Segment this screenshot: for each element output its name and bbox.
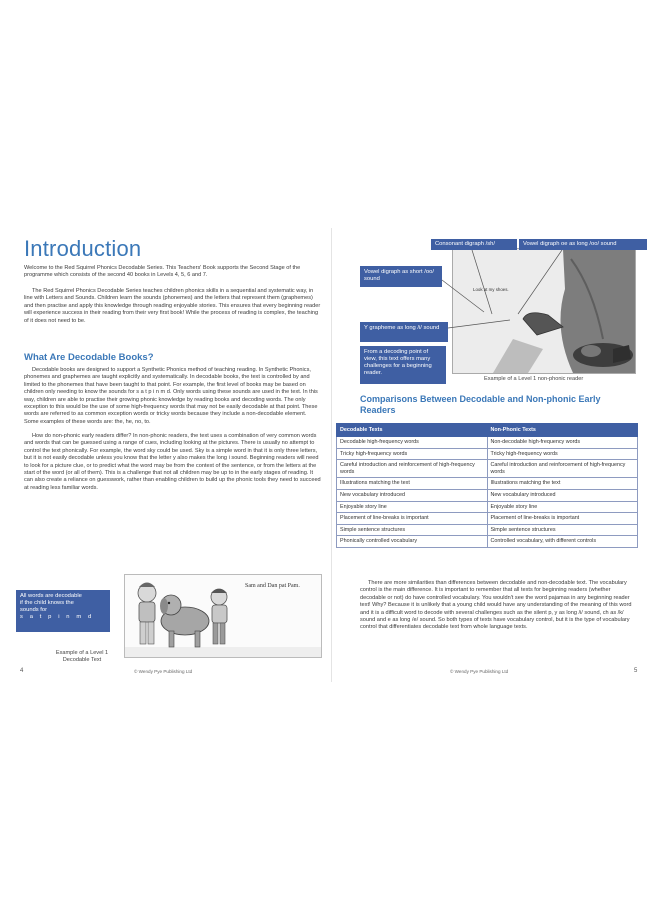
table-cell: Illustrations matching the text (337, 478, 488, 490)
intro-paragraph-2: The Red Squirrel Phonics Decodable Series teaches children phonics skills in a sequential and systematic way, in line with Letters and Sounds. Children learn the sounds (phonemes) and the letters that represent them (graphemes) and then practise and apply this knowledge through reading enjoyable stories. This ensures that every beginning reader will experience success in their reading from their very first book! While the process of reading is complex, the teaching of it does not need to be. (24, 288, 321, 324)
label-vowel-short-oo: Vowel digraph as short /oo/ sound (360, 266, 442, 287)
illustration-text: Sam and Dan pat Pam. (245, 583, 300, 589)
table-row (337, 448, 638, 460)
table-header-decodable: Decodable Texts (337, 424, 488, 437)
right-page (332, 228, 648, 682)
table-cell: Tricky high-frequency words (337, 448, 488, 460)
callout-line-2: if the child knows the (20, 600, 74, 606)
label-pointer-lines (332, 228, 648, 388)
table-row (337, 536, 638, 548)
table-cell: New vocabulary introduced (487, 489, 638, 501)
table-cell: Simple sentence structures (487, 524, 638, 536)
page-title: Introduction (24, 236, 142, 261)
section-paragraph-2: How do non-phonic early readers differ? In non-phonic readers, the text uses a combination of very common words and words that can be guessed using a range of cues, including looking at the pictures. There is usually no attempt to control the text phonically. For example, the word sky could be used. Sky is a simple word in that it is only three letters, but it is not easily decodable unless you know that the letter y also makes the long i sound. Beginning readers will need to look for a picture clue, or to predict what the word may be from the context of the sentence, or from the letters at the start of the word (or all of them). This is a challenge that not all children may be up to in the early stages of reading. It can also create a reliance on guesswork, rather than enabling children to build up the phonic tools they need to succeed at reading less familiar words. (24, 433, 321, 491)
page-number-left: 4 (20, 668, 24, 674)
label-challenges: From a decoding point of view, this text offers many challenges for a beginning reader. (360, 346, 446, 384)
intro-paragraph-1: Welcome to the Red Squirrel Phonics Decodable Series. This Teachers' Book supports the Second Stage of the programme which consists of the second 40 books in Levels 4, 5, 6 and 7. (24, 265, 301, 279)
decodable-illustration (124, 574, 322, 658)
callout-letters: s a t p i n m d (20, 614, 94, 620)
photo-text: Look at my shoes. (473, 287, 509, 292)
section-paragraph-1: Decodable books are designed to support a Synthetic Phonics method of teaching reading. In Synthetic Phonics, phonemes and graphemes are taught explicitly and systematically. In decodable books, the text is controlled by and limited to the phonemes that have been taught to that point. For example, the first level of books may be based on children only needing to know the sounds for s a t p i n m d. Only words using these sounds are used in the text. In this way, children are able to practise their growing phonic knowledge by reading books and decoding words. The only exception to this would be the use of some high-frequency words that may not be easily decodable at that point. These words are referred to as common exception words or tricky words because they include a non-decodable element. Some examples of these words are: the, he, no, to. (24, 367, 318, 425)
table-row (337, 478, 638, 490)
caption-line-2: Decodable Text (62, 657, 102, 663)
table-header-non-phonic: Non-Phonic Texts (487, 424, 638, 437)
table-cell: Illustrations matching the text (487, 478, 638, 490)
table-cell: Non-decodable high-frequency words (487, 437, 638, 449)
table-cell: Careful introduction and reinforcement of high-frequency words (487, 460, 638, 478)
table-cell: Controlled vocabulary, with different controls (487, 536, 638, 548)
table-row (337, 437, 638, 449)
table-cell: Tricky high-frequency words (487, 448, 638, 460)
decodable-callout (16, 590, 110, 632)
label-consonant-digraph: Consonant digraph /sh/ (431, 239, 517, 250)
table-cell: Placement of line-breaks is important (487, 513, 638, 525)
comparison-heading: Comparisons Between Decodable and Non-phonic Early Readers (360, 394, 601, 415)
section-heading: What Are Decodable Books? (24, 352, 154, 363)
photo-caption: Example of a Level 1 non-phonic reader (484, 376, 584, 382)
table-header-row (337, 424, 638, 437)
comparison-table (336, 423, 638, 548)
callout-line-1: All words are decodable (20, 593, 82, 599)
table-row (337, 513, 638, 525)
table-row (337, 524, 638, 536)
copyright-right: © Wendy Pye Publishing Ltd (450, 669, 509, 674)
table-cell: Phonically controlled vocabulary (337, 536, 488, 548)
table-row (337, 501, 638, 513)
label-y-grapheme: Y grapheme as long /i/ sound (360, 322, 448, 342)
callout-line-3: sounds for (20, 607, 48, 613)
table-cell: Enjoyable story line (487, 501, 638, 513)
copyright-left: © Wendy Pye Publishing Ltd (134, 669, 193, 674)
table-cell: Careful introduction and reinforcement of high-frequency words (337, 460, 488, 478)
left-page (14, 228, 332, 682)
closing-paragraph: There are more similarities than differences between decodable and non-decodable text. The vocabulary control is the main difference. It is important to remember that all texts for beginning readers (whether decodable or not) do have controlled vocabulary. You wouldn't see the word pajamas in any beginning reader text! Why? Because it is unlikely that a young child would have any understanding of the meaning of this word and it is a difficult word to decode with several challenges such as the silent p, y as long /i/ sound, ch as /k/ sound and e as long /e/ sound. So both types of texts have vocabulary control, but it is the type of vocabulary control that differentiates decodable text from whole language texts. (360, 580, 632, 631)
table-row (337, 489, 638, 501)
table-cell: Enjoyable story line (337, 501, 488, 513)
label-vowel-digraph-oo: Vowel digraph oe as long /oo/ sound (519, 239, 647, 250)
table-row (337, 460, 638, 478)
page-number-right: 5 (634, 668, 638, 674)
caption-line-1: Example of a Level 1 (55, 650, 109, 656)
table-cell: Placement of line-breaks is important (337, 513, 488, 525)
decodable-caption (52, 650, 112, 664)
table-cell: Simple sentence structures (337, 524, 488, 536)
table-cell: New vocabulary introduced (337, 489, 488, 501)
table-cell: Decodable high-frequency words (337, 437, 488, 449)
